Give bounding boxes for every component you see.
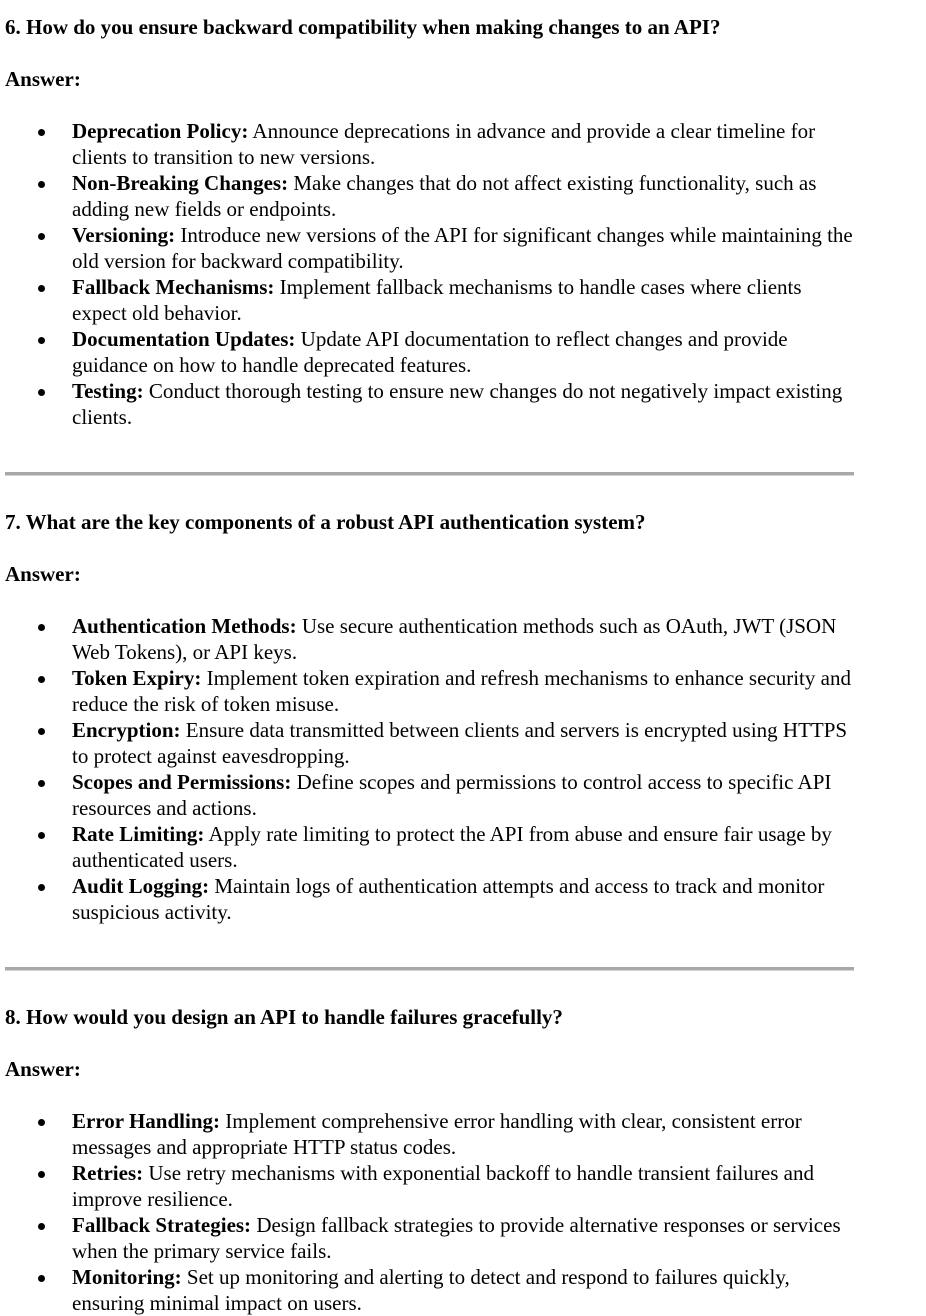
list-item: [0, 821, 860, 873]
bullet-icon: [38, 780, 45, 787]
item-text: Implement token expiration and refresh mechanisms to enhance security and reduce the risk of token misuse.: [72, 666, 851, 716]
item-text: Apply rate limiting to protect the API from abuse and ensure fair usage by authenticated users.: [72, 822, 832, 872]
item-term: Retries:: [72, 1161, 144, 1185]
list-item: [0, 717, 860, 769]
list-item: [0, 170, 860, 222]
item-term: Monitoring:: [72, 1265, 182, 1289]
bullet-icon: [38, 1119, 45, 1126]
item-text: Implement fallback mechanisms to handle cases where clients expect old behavior.: [72, 275, 802, 325]
item-term: Rate Limiting:: [72, 822, 205, 846]
answer-label: Answer:: [5, 562, 81, 586]
question-heading: 6. How do you ensure backward compatibility when making changes to an API?: [5, 15, 721, 39]
bullet-icon: [38, 1171, 45, 1178]
item-text: Make changes that do not affect existing functionality, such as adding new fields or endpoints.: [72, 171, 817, 221]
item-term: Authentication Methods:: [72, 614, 297, 638]
bullet-icon: [38, 1223, 45, 1230]
bullet-icon: [38, 389, 45, 396]
item-term: Token Expiry:: [72, 666, 202, 690]
item-term: Fallback Mechanisms:: [72, 275, 275, 299]
list-item: [0, 274, 860, 326]
bullet-icon: [38, 233, 45, 240]
bullet-icon: [38, 728, 45, 735]
bullet-icon: [38, 1275, 45, 1282]
list-item: [0, 873, 860, 925]
bullet-icon: [38, 337, 45, 344]
answer-list: [0, 1108, 860, 1316]
answer-list: [0, 613, 860, 925]
answer-label: Answer:: [5, 1057, 81, 1081]
section-divider: [5, 472, 854, 476]
item-text: Update API documentation to reflect changes and provide guidance on how to handle deprecated features.: [72, 327, 788, 377]
item-text: Use retry mechanisms with exponential backoff to handle transient failures and improve resilience.: [72, 1161, 814, 1211]
bullet-icon: [38, 832, 45, 839]
item-text: Introduce new versions of the API for significant changes while maintaining the old version for backward compatibility.: [72, 223, 853, 273]
item-text: Define scopes and permissions to control access to specific API resources and actions.: [72, 770, 832, 820]
bullet-icon: [38, 285, 45, 292]
item-term: Scopes and Permissions:: [72, 770, 292, 794]
item-text: Set up monitoring and alerting to detect and respond to failures quickly, ensuring minimal impact on users.: [72, 1265, 790, 1315]
list-item: [0, 326, 860, 378]
list-item: [0, 613, 860, 665]
list-item: [0, 378, 860, 430]
bullet-icon: [38, 676, 45, 683]
bullet-icon: [38, 624, 45, 631]
item-term: Encryption:: [72, 718, 181, 742]
item-text: Design fallback strategies to provide alternative responses or services when the primary service fails.: [72, 1213, 841, 1263]
question-heading: 8. How would you design an API to handle failures gracefully?: [5, 1005, 563, 1029]
bullet-icon: [38, 884, 45, 891]
list-item: [0, 222, 860, 274]
answer-list: [0, 118, 860, 430]
item-term: Deprecation Policy:: [72, 119, 249, 143]
item-text: Ensure data transmitted between clients and servers is encrypted using HTTPS to protect against eavesdropping.: [72, 718, 848, 768]
answer-label: Answer:: [5, 67, 81, 91]
question-heading: 7. What are the key components of a robust API authentication system?: [5, 510, 646, 534]
item-term: Error Handling:: [72, 1109, 220, 1133]
list-item: [0, 665, 860, 717]
list-item: [0, 769, 860, 821]
list-item: [0, 1160, 860, 1212]
item-text: Conduct thorough testing to ensure new changes do not negatively impact existing clients.: [72, 379, 843, 429]
item-term: Non-Breaking Changes:: [72, 171, 289, 195]
item-term: Audit Logging:: [72, 874, 210, 898]
bullet-icon: [38, 181, 45, 188]
item-text: Announce deprecations in advance and provide a clear timeline for clients to transition to new versions.: [72, 119, 816, 169]
item-text: Implement comprehensive error handling with clear, consistent error messages and appropriate HTTP status codes.: [72, 1109, 802, 1159]
item-term: Fallback Strategies:: [72, 1213, 252, 1237]
item-text: Use secure authentication methods such as OAuth, JWT (JSON Web Tokens), or API keys.: [72, 614, 837, 664]
list-item: [0, 1264, 860, 1316]
list-item: [0, 1212, 860, 1264]
item-term: Versioning:: [72, 223, 176, 247]
item-text: Maintain logs of authentication attempts and access to track and monitor suspicious activity.: [72, 874, 825, 924]
list-item: [0, 118, 860, 170]
bullet-icon: [38, 129, 45, 136]
item-term: Documentation Updates:: [72, 327, 296, 351]
section-divider: [5, 967, 854, 971]
item-term: Testing:: [72, 379, 144, 403]
list-item: [0, 1108, 860, 1160]
